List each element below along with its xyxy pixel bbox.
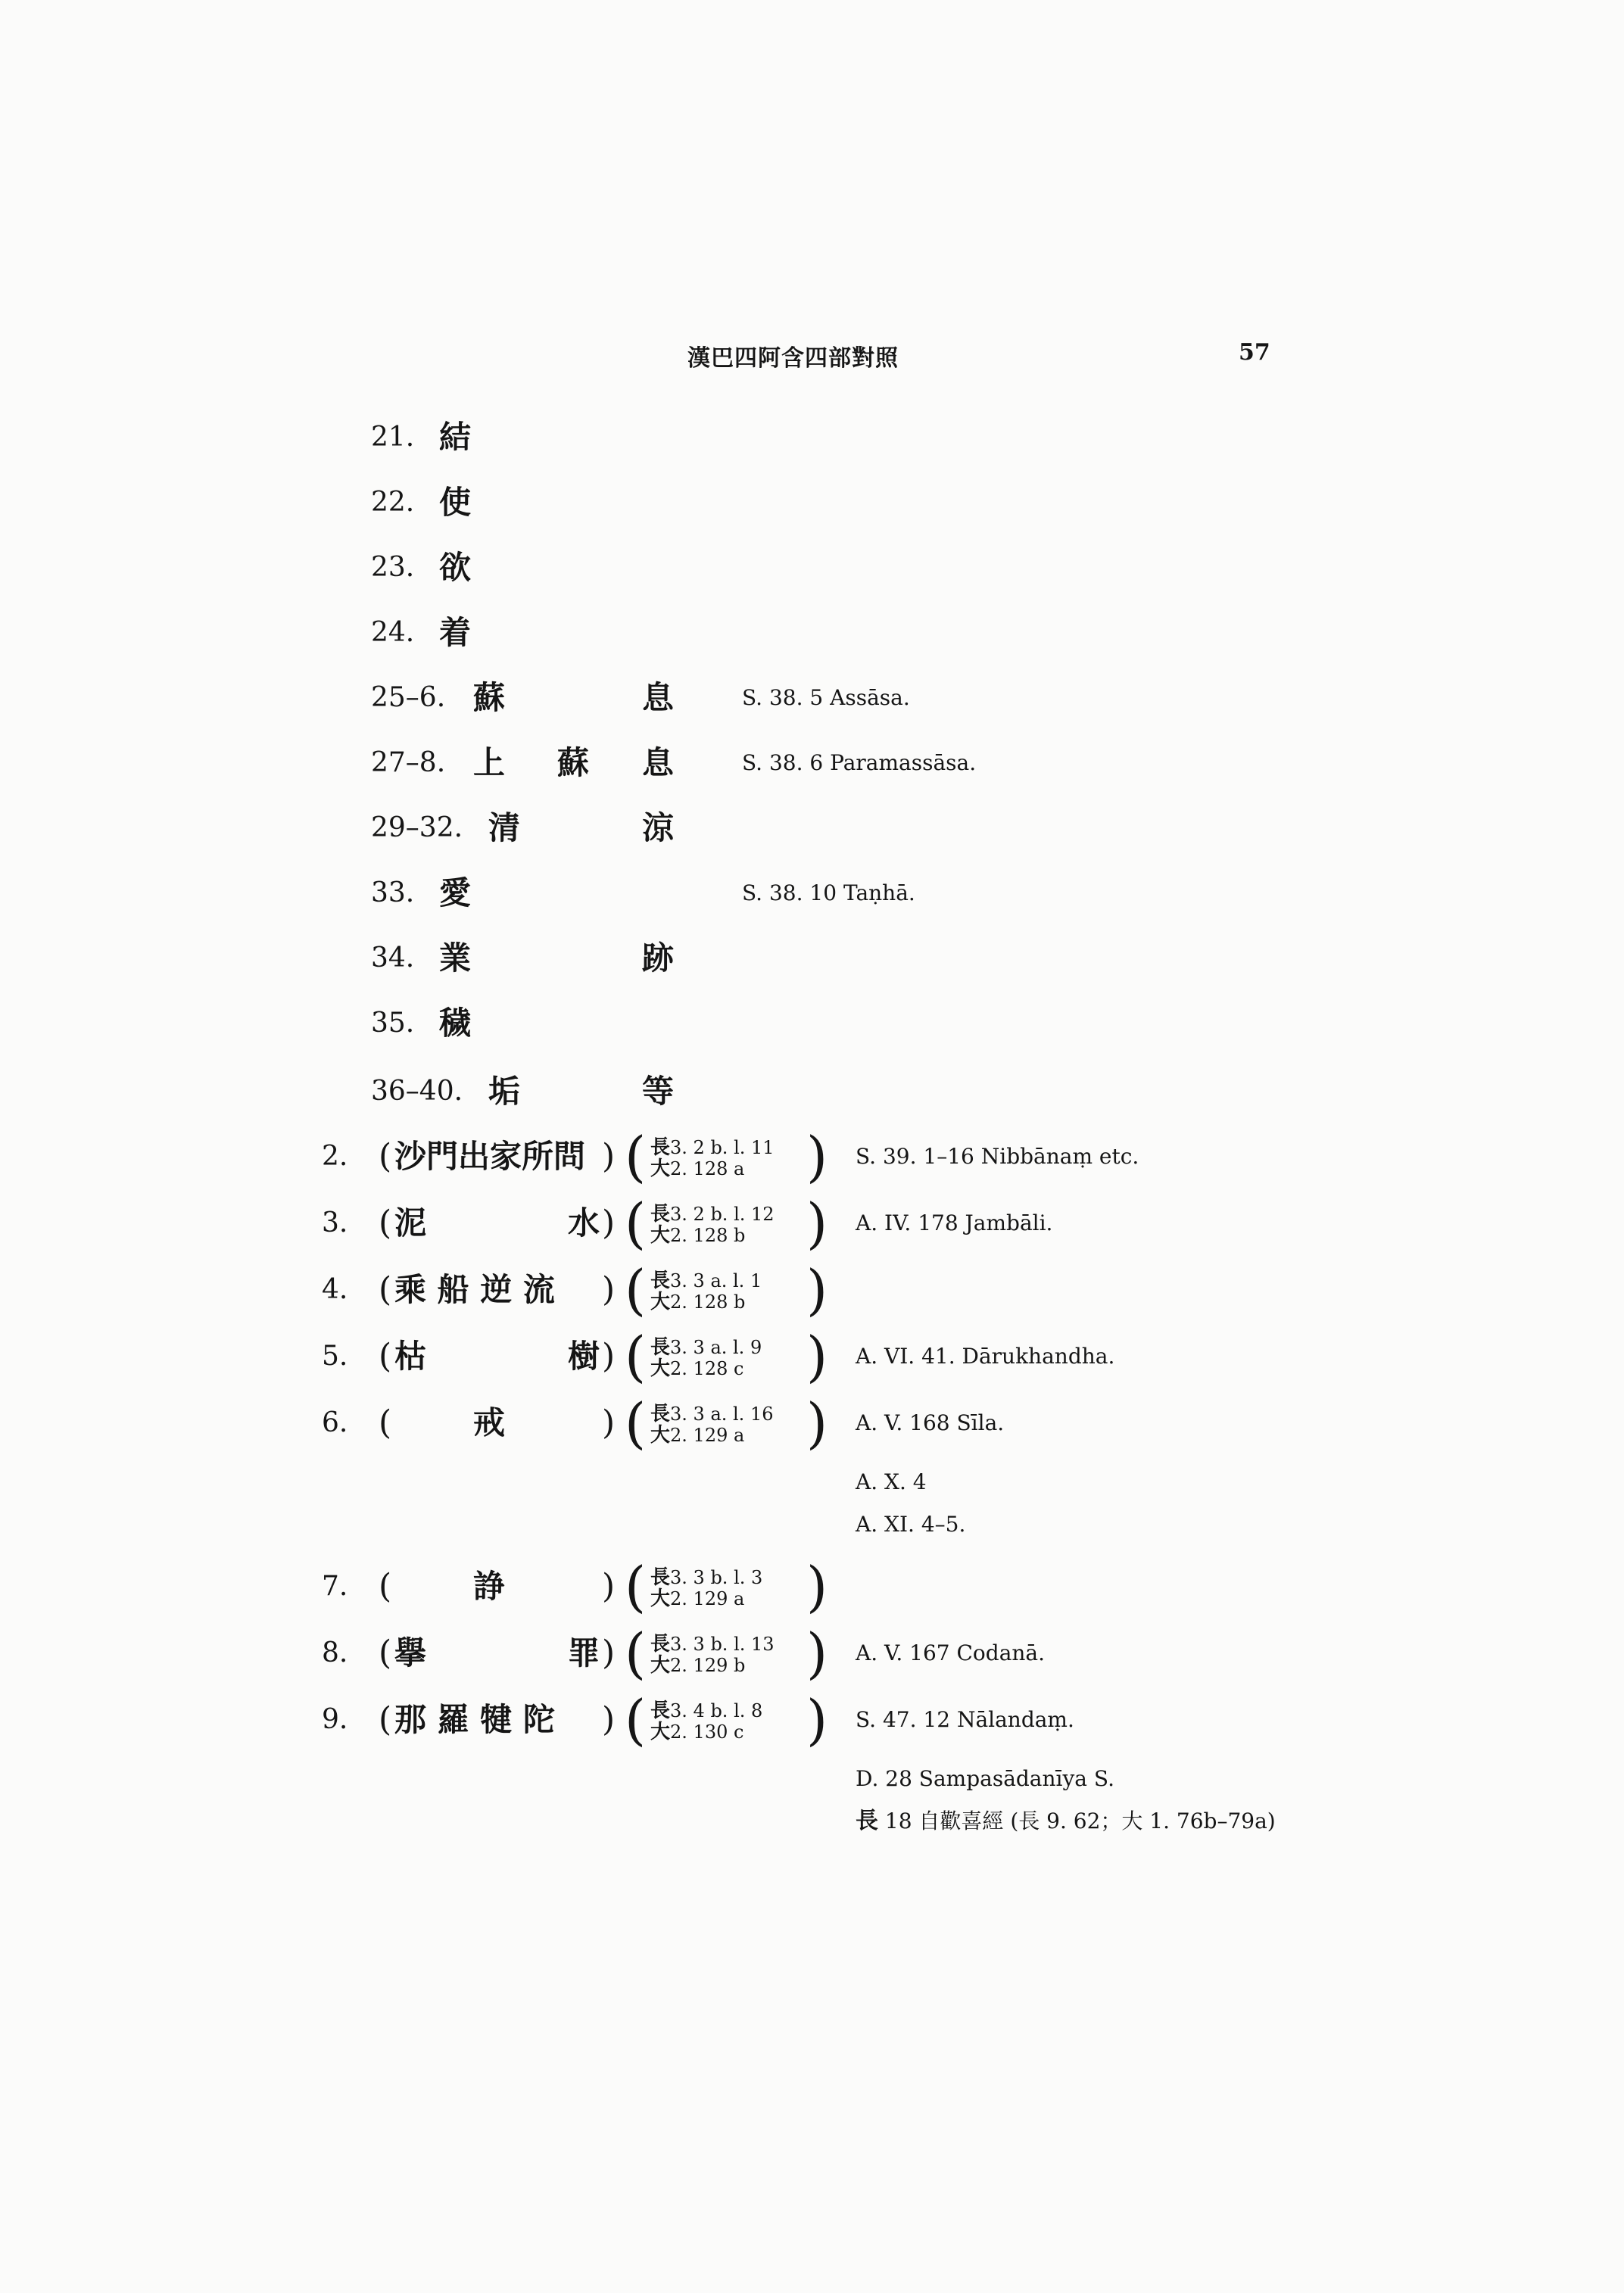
sutra-row: [322, 1622, 1306, 1685]
close-paren: ): [602, 1137, 616, 1176]
item-number: 33.: [371, 877, 415, 908]
pali-reference: S. 47. 12 Nālandaṃ.: [856, 1707, 1074, 1732]
sutra-title: 戒: [473, 1404, 506, 1441]
canon-reference: ( 長3. 3 b. l. 13 大2. 129 b ): [625, 1622, 828, 1685]
close-paren: ): [602, 1270, 616, 1309]
item-term: 欲: [439, 549, 472, 586]
term-row: [371, 480, 1128, 525]
canon-reference: ( 長3. 3 b. l. 3 大2. 129 a ): [625, 1555, 828, 1618]
sutra-title: 擧: [394, 1634, 427, 1671]
open-paren: (: [379, 1634, 392, 1672]
term-row: [371, 871, 1280, 916]
reference-locator: 3. 3 a. l. 1: [670, 1270, 762, 1291]
sutra-number: 8.: [322, 1637, 348, 1668]
pali-reference: A. X. 4: [856, 1469, 927, 1494]
sutra-row: [322, 1325, 1306, 1388]
pali-reference: S. 38. 6 Paramassāsa.: [742, 750, 977, 775]
reference-source: 大: [650, 1357, 671, 1380]
item-number: 27–8.: [371, 747, 446, 778]
sutra-row: [322, 1391, 1306, 1455]
reference-source: 長: [650, 1699, 671, 1722]
reference-source: 長: [650, 1336, 671, 1359]
canon-reference: ( 長3. 3 a. l. 16 大2. 129 a ): [625, 1391, 828, 1455]
canon-reference: ( 長3. 4 b. l. 8 大2. 130 c ): [625, 1688, 828, 1752]
reference-locator: 2. 129 a: [670, 1425, 745, 1446]
item-term: 等: [642, 1073, 675, 1110]
pali-reference: A. VI. 41. Dārukhandha.: [856, 1344, 1115, 1369]
close-paren: ): [602, 1337, 616, 1375]
reference-source: 大: [650, 1424, 671, 1447]
sutra-title: 罪: [568, 1634, 600, 1671]
open-paren: (: [379, 1337, 392, 1375]
term-row: [371, 610, 1128, 656]
item-term: 愛: [439, 874, 472, 911]
reference-locator: 2. 129 a: [670, 1588, 745, 1609]
reference-locator: 3. 2 b. l. 12: [670, 1204, 775, 1225]
term-row: [371, 415, 1128, 460]
reference-source: 大: [650, 1721, 671, 1743]
sutra-number: 7.: [322, 1571, 348, 1602]
sutra-number: 4.: [322, 1274, 348, 1305]
reference-source: 長: [856, 1808, 878, 1834]
open-paren: (: [379, 1700, 392, 1739]
close-paren: ): [602, 1404, 616, 1442]
item-term: 蘇: [473, 679, 506, 716]
item-number: 29–32.: [371, 812, 463, 843]
reference-source: 長: [650, 1136, 671, 1159]
open-paren: (: [379, 1567, 392, 1606]
item-term: 息: [642, 679, 675, 716]
pali-reference: A. IV. 178 Jambāli.: [856, 1210, 1053, 1235]
item-number: 36–40.: [371, 1076, 463, 1107]
sutra-number: 3.: [322, 1207, 348, 1238]
term-row: [371, 805, 1128, 851]
item-term: 使: [439, 484, 472, 521]
agama-reference: [856, 1806, 1276, 1837]
item-number: 34.: [371, 942, 415, 974]
item-number: 23.: [371, 552, 415, 583]
sutra-title: 諍: [473, 1568, 506, 1605]
item-term: 上: [473, 744, 506, 781]
sutra-title: 枯: [394, 1338, 427, 1375]
reference-source: 大: [650, 1157, 671, 1180]
canon-reference: ( 長3. 2 b. l. 11 大2. 128 a ): [625, 1125, 828, 1189]
sutra-row: [322, 1688, 1306, 1752]
item-term: 着: [439, 614, 472, 651]
reference-locator: 3. 3 b. l. 3: [670, 1567, 763, 1588]
item-number: 21.: [371, 422, 415, 453]
item-term: 業: [439, 939, 472, 977]
reference-locator: 2. 129 b: [670, 1655, 746, 1676]
close-paren: ): [602, 1634, 616, 1672]
pali-reference: A. V. 168 Sīla.: [856, 1410, 1005, 1435]
term-row: [371, 675, 1280, 721]
sutra-row: [322, 1192, 1306, 1255]
item-term: 穢: [439, 1005, 472, 1042]
sutra-number: 9.: [322, 1704, 348, 1735]
reference-locator: 3. 2 b. l. 11: [670, 1137, 775, 1158]
item-term: 清: [488, 809, 521, 846]
open-paren: (: [379, 1404, 392, 1442]
sutra-title: 乘 船 逆 流: [394, 1271, 555, 1308]
canon-reference: ( 長3. 3 a. l. 9 大2. 128 c ): [625, 1325, 828, 1388]
reference-locator: 2. 128 c: [670, 1358, 744, 1379]
open-paren: (: [379, 1204, 392, 1242]
reference-source: 長: [650, 1403, 671, 1425]
open-paren: (: [379, 1270, 392, 1309]
sutra-number: 2.: [322, 1141, 348, 1172]
close-paren: ): [602, 1567, 616, 1606]
reference-source: 長: [650, 1566, 671, 1589]
reference-locator: 3. 3 a. l. 16: [670, 1404, 774, 1425]
sutra-row: [322, 1258, 1306, 1322]
page-number: 57: [1239, 339, 1270, 366]
reference-locator: 2. 128 b: [670, 1225, 746, 1246]
reference-source: 大: [650, 1587, 671, 1610]
reference-source: 長: [650, 1203, 671, 1226]
reference-locator: 3. 3 a. l. 9: [670, 1337, 762, 1358]
term-row: [371, 1069, 1128, 1114]
reference-locator: 2. 128 a: [670, 1158, 745, 1179]
sutra-row: [322, 1555, 1306, 1618]
pali-reference: S. 38. 10 Taṇhā.: [742, 880, 915, 905]
item-number: 22.: [371, 487, 415, 518]
item-term: 結: [439, 419, 472, 456]
sutra-title: 水: [568, 1204, 600, 1242]
item-number: 24.: [371, 617, 415, 648]
open-paren: (: [379, 1137, 392, 1176]
running-header-title: 漢巴四阿含四部對照: [687, 345, 899, 372]
close-paren: ): [602, 1700, 616, 1739]
sutra-title: 沙門出家所問: [394, 1138, 586, 1175]
term-row: [371, 740, 1280, 786]
reference-source: 大: [650, 1654, 671, 1677]
sutra-title: 樹: [568, 1338, 600, 1375]
reference-locator: 2. 128 b: [670, 1291, 746, 1313]
close-paren: ): [602, 1204, 616, 1242]
reference-text: 18 自歡喜經 (長 9. 62；大 1. 76b–79a): [884, 1809, 1276, 1833]
sutra-row: [322, 1125, 1306, 1189]
sutra-title: 那 羅 犍 陀: [394, 1701, 555, 1738]
term-row: [371, 1001, 1128, 1046]
reference-source: 長: [650, 1633, 671, 1656]
term-row: [371, 545, 1128, 590]
item-term: 蘇: [557, 744, 590, 781]
reference-locator: 3. 3 b. l. 13: [670, 1634, 775, 1655]
pali-reference: D. 28 Sampasādanīya S.: [856, 1766, 1114, 1791]
canon-reference: ( 長3. 2 b. l. 12 大2. 128 b ): [625, 1192, 828, 1255]
reference-locator: 3. 4 b. l. 8: [670, 1700, 763, 1721]
reference-source: 長: [650, 1270, 671, 1292]
item-term: 息: [642, 744, 675, 781]
pali-reference: A. XI. 4–5.: [856, 1512, 966, 1537]
reference-locator: 2. 130 c: [670, 1721, 744, 1743]
sutra-title: 泥: [394, 1204, 427, 1242]
sutra-number: 6.: [322, 1407, 348, 1438]
reference-source: 大: [650, 1224, 671, 1247]
item-number: 25–6.: [371, 682, 446, 713]
pali-reference: A. V. 167 Codanā.: [856, 1640, 1046, 1665]
item-number: 35.: [371, 1008, 415, 1039]
canon-reference: ( 長3. 3 a. l. 1 大2. 128 b ): [625, 1258, 828, 1322]
sutra-number: 5.: [322, 1341, 348, 1372]
pali-reference: S. 39. 1–16 Nibbānaṃ etc.: [856, 1144, 1139, 1169]
pali-reference: S. 38. 5 Assāsa.: [742, 685, 910, 710]
term-row: [371, 936, 1128, 981]
item-term: 跡: [642, 939, 675, 977]
reference-source: 大: [650, 1291, 671, 1313]
item-term: 涼: [642, 809, 675, 846]
item-term: 垢: [488, 1073, 521, 1110]
